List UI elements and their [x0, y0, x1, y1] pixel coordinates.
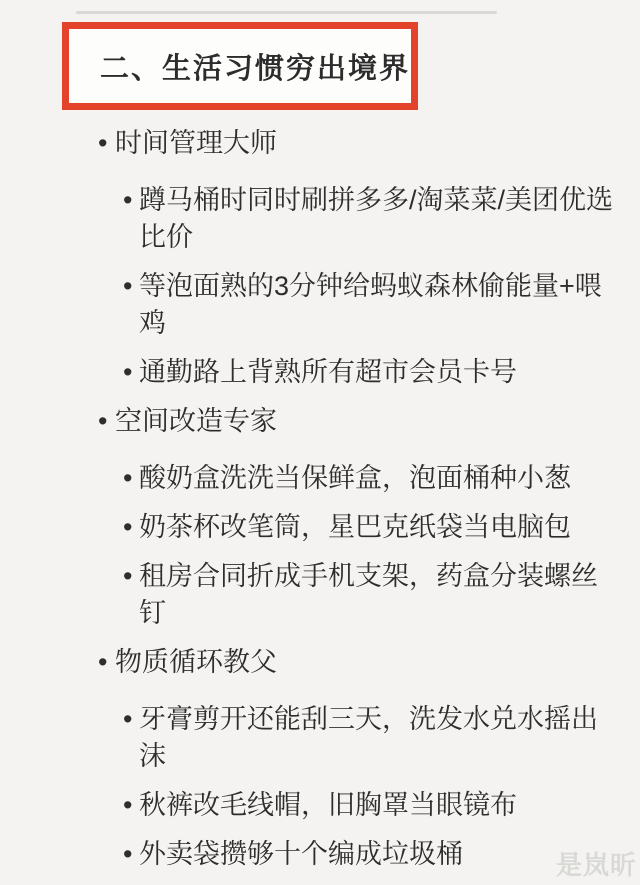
bullet-icon: •: [123, 463, 133, 493]
list-item: [123, 182, 623, 256]
list-item: [123, 460, 623, 497]
section-heading: 二、生活习惯穷出境界: [100, 52, 411, 85]
list-item-text: 奶茶杯改笔筒，星巴克纸袋当电脑包: [139, 512, 571, 542]
sub-list: [123, 460, 623, 632]
section-title: 时间管理大师: [115, 128, 277, 158]
section-title-row: [98, 403, 623, 440]
list-item-text: 通勤路上背熟所有超市会员卡号: [139, 357, 517, 387]
section-title-row: [98, 644, 623, 681]
list-item-text: 酸奶盒洗洗当保鲜盒，泡面桶种小葱: [139, 463, 571, 493]
bullet-icon: •: [123, 839, 133, 869]
list-item-text: 外卖袋攒够十个编成垃圾桶: [139, 839, 463, 869]
list-item-text: 等泡面熟的3分钟给蚂蚁森林偷能量+喂鸡: [139, 271, 602, 338]
list-item: [123, 354, 623, 391]
outline-list: [98, 125, 623, 885]
section-title: 空间改造专家: [115, 406, 277, 436]
outline-section: [98, 125, 623, 391]
outline-section: [98, 403, 623, 632]
list-item-text: 牙膏剪开还能刮三天，洗发水兑水摇出沫: [139, 704, 598, 771]
bullet-icon: •: [123, 790, 133, 820]
sub-list: [123, 701, 623, 873]
bullet-icon: •: [123, 271, 133, 301]
list-item: [123, 509, 623, 546]
list-item: [123, 268, 623, 342]
list-item-text: 秋裤改毛线帽，旧胸罩当眼镜布: [139, 790, 517, 820]
bullet-icon: •: [98, 406, 108, 436]
list-item-text: 租房合同折成手机支架，药盒分装螺丝钉: [139, 561, 598, 628]
section-title: 物质循环教父: [115, 647, 277, 677]
bullet-icon: •: [123, 561, 133, 591]
section-title-row: [98, 125, 623, 162]
outline-section: [98, 644, 623, 873]
list-item: [123, 836, 623, 873]
list-item: [123, 787, 623, 824]
section-heading-box: [62, 22, 418, 110]
bullet-icon: •: [123, 704, 133, 734]
bullet-icon: •: [98, 647, 108, 677]
bullet-icon: •: [123, 185, 133, 215]
list-item: [123, 701, 623, 775]
top-divider: [76, 11, 497, 14]
bullet-icon: •: [98, 128, 108, 158]
watermark: 是岚昕: [556, 850, 638, 880]
list-item: [123, 558, 623, 632]
bullet-icon: •: [123, 357, 133, 387]
bullet-icon: •: [123, 512, 133, 542]
sub-list: [123, 182, 623, 391]
list-item-text: 蹲马桶时同时刷拼多多/淘菜菜/美团优选比价: [139, 185, 614, 252]
